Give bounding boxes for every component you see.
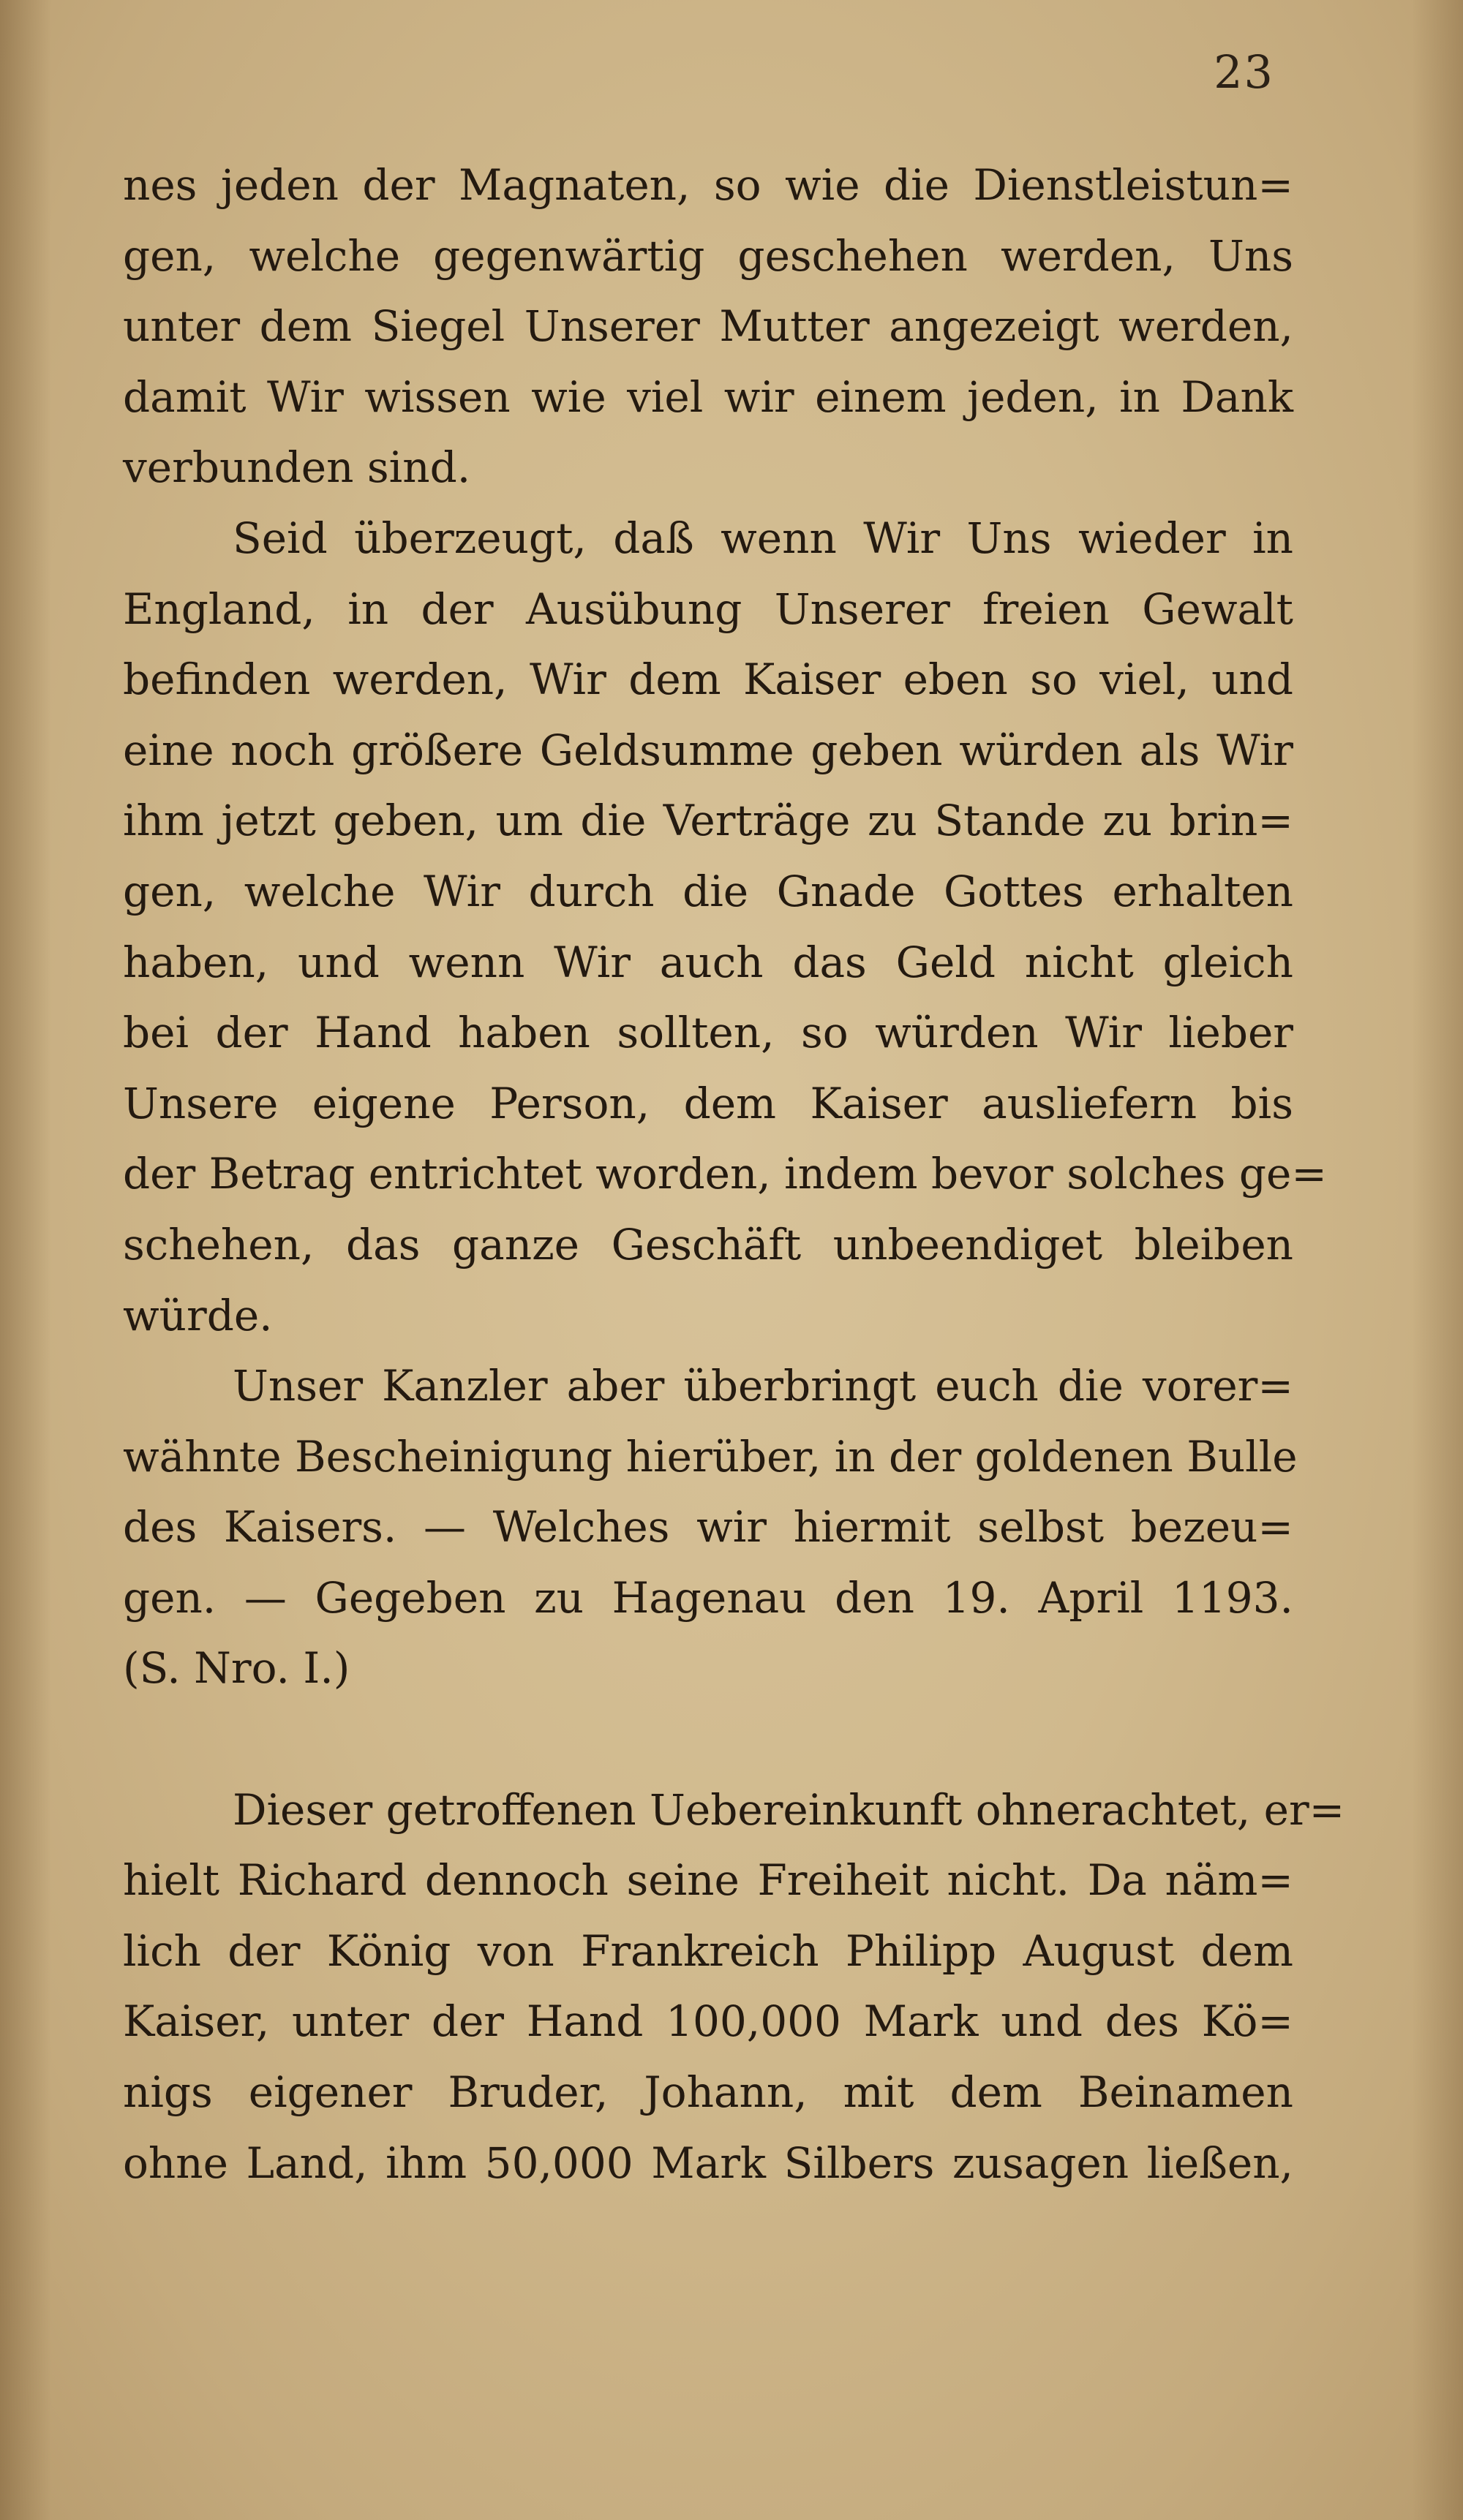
text-line: würde. — [123, 1290, 273, 1340]
text-line: lich der König von Frankreich Philipp August dem — [123, 1925, 1293, 1976]
text-line: eine noch größere Geldsumme geben würden als Wir — [123, 725, 1293, 775]
text-line: bei der Hand haben sollten, so würden Wir lieber — [123, 1008, 1293, 1058]
text-line: nigs eigener Bruder, Johann, mit dem Beinamen — [123, 2067, 1293, 2118]
paragraph — [123, 150, 1293, 503]
text-line: hielt Richard dennoch seine Freiheit nicht. Da näm= — [123, 1855, 1293, 1906]
text-line: ohne Land, ihm 50,000 Mark Silbers zusagen ließen, — [123, 2138, 1293, 2188]
text-line: Unsere eigene Person, dem Kaiser ausliefern bis — [123, 1078, 1293, 1128]
text-line: verbunden sind. — [123, 442, 471, 493]
text-line: (S. Nro. I.) — [123, 1643, 350, 1694]
text-line: befinden werden, Wir dem Kaiser eben so viel, und — [123, 654, 1293, 705]
text-line: Dieser getroffenen Uebereinkunft ohnerachtet, er= — [233, 1784, 1345, 1835]
paragraph — [123, 503, 1327, 1351]
page-edge-shadow-right — [1412, 0, 1463, 2520]
paragraph — [123, 1351, 1298, 1704]
text-line: ihm jetzt geben, um die Verträge zu Stande zu brin= — [123, 796, 1293, 846]
text-line: schehen, das ganze Geschäft unbeendiget bleiben — [123, 1219, 1293, 1270]
text-line: gen, welche Wir durch die Gnade Gottes erhalten — [123, 866, 1293, 916]
text-line: damit Wir wissen wie viel wir einem jeden, in Dank — [123, 371, 1293, 422]
text-line: gen, welche gegenwärtig geschehen werden, Uns — [123, 230, 1293, 281]
text-line: wähnte Bescheinigung hierüber, in der goldenen Bulle — [123, 1431, 1298, 1482]
text-line: haben, und wenn Wir auch das Geld nicht gleich — [123, 937, 1293, 987]
text-line: England, in der Ausübung Unserer freien Gewalt — [123, 584, 1293, 634]
page-edge-shadow-left — [0, 0, 51, 2520]
text-line: gen. — Gegeben zu Hagenau den 19. April 1193. — [123, 1572, 1293, 1623]
text-line: Seid überzeugt, daß wenn Wir Uns wieder in — [233, 513, 1293, 563]
text-line: Kaiser, unter der Hand 100,000 Mark und des Kö= — [123, 1996, 1293, 2047]
paragraph-gap — [123, 1704, 1293, 1775]
body-text — [123, 150, 1345, 2198]
paragraph — [123, 1775, 1345, 2199]
page-number: 23 — [1214, 45, 1274, 99]
text-line: des Kaisers. — Welches wir hiermit selbst bezeu= — [123, 1502, 1293, 1553]
text-line: Unser Kanzler aber überbringt euch die vorer= — [233, 1361, 1293, 1411]
text-line: der Betrag entrichtet worden, indem bevor solches ge= — [123, 1149, 1327, 1199]
text-line: nes jeden der Magnaten, so wie die Dienstleistun= — [123, 160, 1293, 210]
text-line: unter dem Siegel Unserer Mutter angezeigt werden, — [123, 301, 1293, 352]
